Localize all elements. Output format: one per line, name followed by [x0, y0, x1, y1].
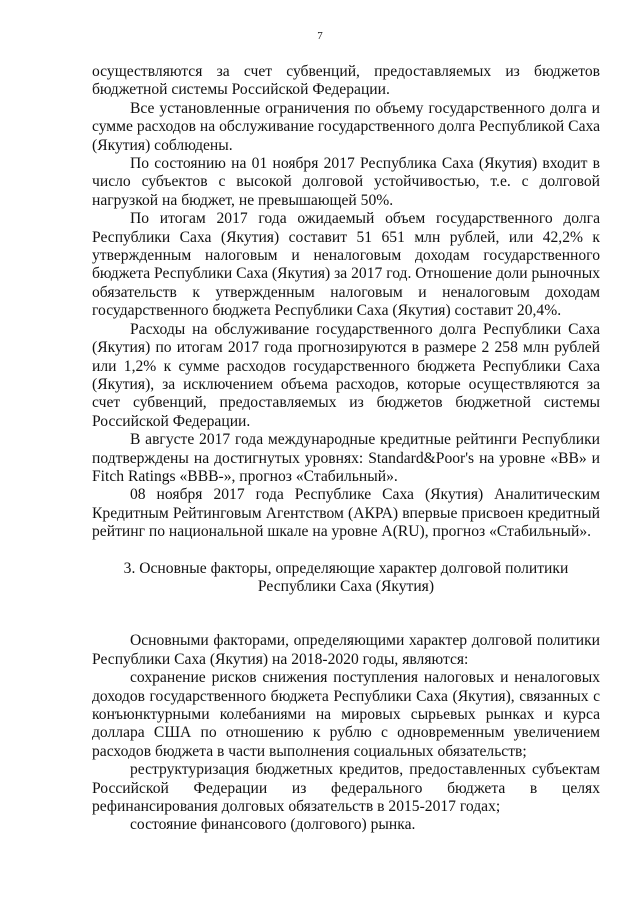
page-number: 7 [317, 30, 323, 42]
section-heading-line: Республики Саха (Якутия) [257, 577, 435, 595]
section-heading-line: 3. Основные факторы, определяющие характер долговой политики [123, 559, 569, 577]
paragraph: Расходы на обслуживание государственного долга Республики Саха (Якутия) по итогам 2017 года прогнозируются в размере 2 258 млн рублей или 1,2% к сумме расходов государственного бюджета Республики Саха (Якутия), за исключением объема расходов, которые осуществляются за счет субвенций, предоставляемых из бюджетов бюджетной системы Российской Федерации. [92, 320, 600, 430]
paragraph: состояние финансового (долгового) рынка. [130, 816, 416, 834]
paragraph: реструктуризация бюджетных кредитов, предоставленных субъектам Российской Федерации из федерального бюджета в целях рефинансирования долговых обязательств в 2015-2017 годах; [92, 761, 600, 816]
paragraph: По состоянию на 01 ноября 2017 Республика Саха (Якутия) входит в число субъектов с высокой долговой устойчивостью, т.е. с долговой нагрузкой на бюджет, не превышающей 50%. [92, 155, 600, 209]
paragraph: В августе 2017 года международные кредитные рейтинги Республики подтверждены на достигнутых уровнях: Standard&Poor's на уровне «BB» и Fitch Ratings «BBB-», прогноз «Стабильный». [92, 431, 600, 485]
spacer [92, 596, 600, 632]
paragraph: Основными факторами, определяющими характер долговой политики Республики Саха (Якутия) на 2018-2020 годы, являются: [92, 632, 600, 668]
paragraph: 08 ноября 2017 года Республике Саха (Якутия) Аналитическим Кредитным Рейтинговым Агентством (АКРА) впервые присвоен кредитный рейтинг по национальной шкале на уровне A(RU), прогноз «Стабильный». [92, 486, 600, 541]
paragraph: По итогам 2017 года ожидаемый объем государственного долга Республики Саха (Якутия) составит 51 651 млн рублей, или 42,2% к утвержденным налоговым и неналоговым доходам государственного бюджета Республики Саха (Якутия) за 2017 год. Отношение доли рыночных обязательств к утвержденным налоговым и неналоговым доходам государственного бюджета Республики Саха (Якутия) составит 20,4%. [92, 210, 600, 320]
paragraph: Все установленные ограничения по объему государственного долга и сумме расходов на обслуживание государственного долга Республикой Саха (Якутия) соблюдены. [92, 99, 600, 154]
document-body [92, 63, 600, 835]
paragraph: осуществляются за счет субвенций, предоставляемых из бюджетов бюджетной системы Российской Федерации. [92, 63, 600, 99]
section-heading [92, 560, 600, 597]
paragraph: сохранение рисков снижения поступления налоговых и неналоговых доходов государственного бюджета Республики Саха (Якутия), связанных с конъюнктурными колебаниями на мировых сырьевых рынках и курса доллара США по отношению к рублю с одновременным увеличением расходов бюджета в части выполнения социальных обязательств; [92, 669, 600, 760]
